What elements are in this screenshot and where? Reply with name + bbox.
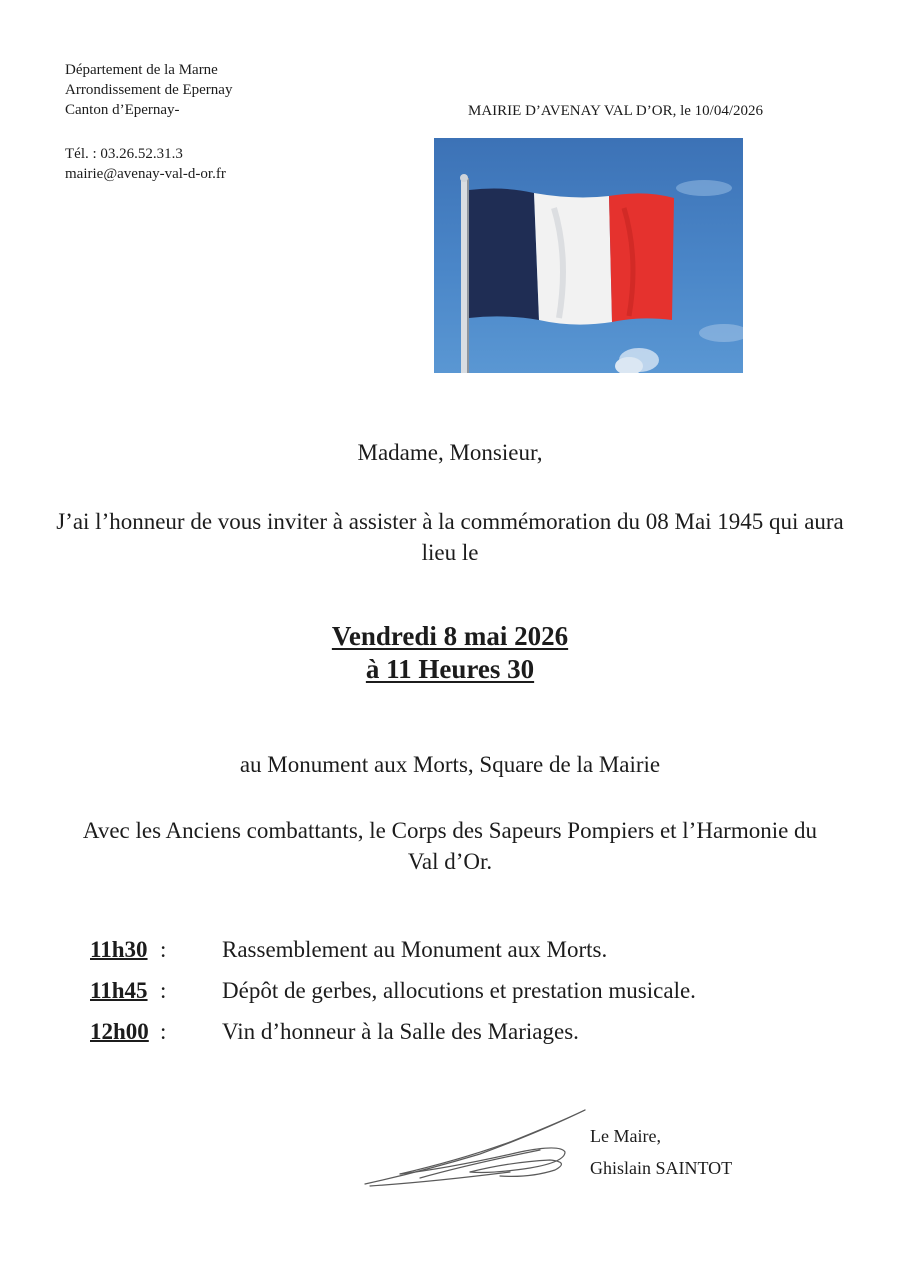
schedule-separator: : [160, 937, 167, 962]
phone: Tél. : 03.26.52.31.3 [65, 146, 183, 162]
email: mairie@avenay-val-d-or.fr [65, 166, 226, 182]
canton: Canton d’Epernay- [65, 102, 180, 118]
schedule-time: 11h45 [90, 978, 148, 1003]
schedule [90, 937, 696, 1060]
schedule-description: Rassemblement au Monument aux Morts. [222, 937, 608, 962]
place-date: MAIRIE D’AVENAY VAL D’OR, le 10/04/2026 [468, 103, 764, 119]
participants: Avec les Anciens combattants, le Corps des Sapeurs Pompiers et l’Harmonie du Val d’Or. [82, 818, 818, 874]
event-date: Vendredi 8 mai 2026 [331, 621, 569, 651]
schedule-time: 11h30 [90, 937, 148, 962]
schedule-row [90, 937, 696, 978]
french-flag-photo [434, 138, 743, 373]
schedule-description: Dépôt de gerbes, allocutions et prestation musicale. [222, 978, 696, 1003]
handwritten-signature [360, 1102, 590, 1192]
department: Département de la Marne [65, 62, 218, 78]
greeting: Madame, Monsieur, [357, 440, 543, 465]
schedule-separator: : [160, 1019, 167, 1044]
arrondissement: Arrondissement de Epernay [65, 82, 233, 98]
signatory-name: Ghislain SAINTOT [590, 1158, 733, 1178]
event-datetime [0, 620, 900, 686]
sender-block [65, 60, 232, 184]
schedule-time: 12h00 [90, 1019, 149, 1044]
event-time: à 11 Heures 30 [365, 654, 535, 684]
schedule-row [90, 1019, 696, 1060]
schedule-separator: : [160, 978, 167, 1003]
schedule-row [90, 978, 696, 1019]
event-location: au Monument aux Morts, Square de la Mairie [239, 752, 661, 777]
invitation-text: J’ai l’honneur de vous inviter à assister à la commémoration du 08 Mai 1945 qui aura lieu le [56, 509, 844, 565]
signatory-block [590, 1120, 732, 1184]
schedule-description: Vin d’honneur à la Salle des Mariages. [222, 1019, 579, 1044]
signatory-title: Le Maire, [590, 1126, 661, 1146]
